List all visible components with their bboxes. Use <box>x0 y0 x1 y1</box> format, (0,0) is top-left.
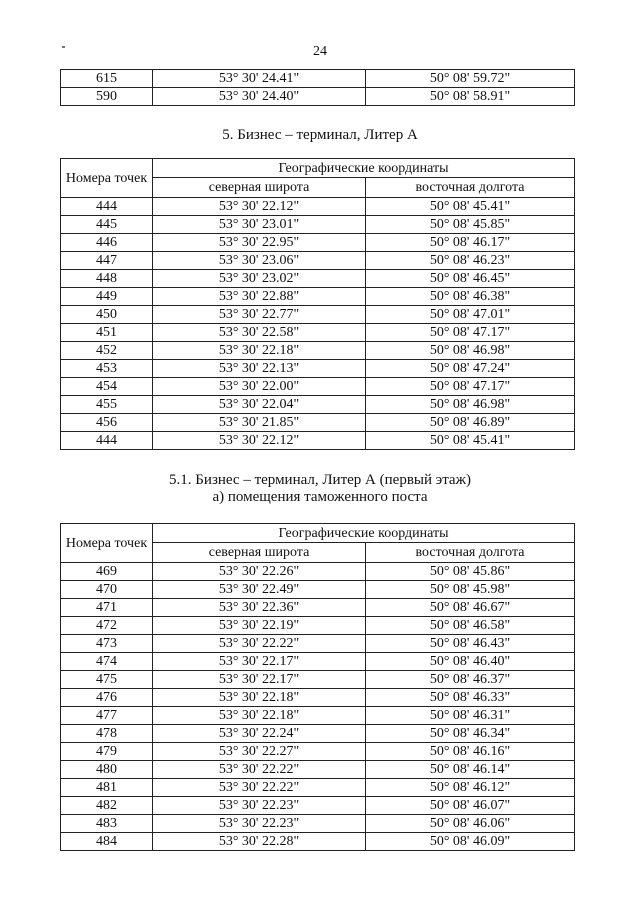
latitude-cell: 53° 30' 22.22" <box>153 779 366 797</box>
table-row <box>61 216 575 234</box>
table-row <box>61 432 575 450</box>
latitude-cell: 53° 30' 22.12" <box>153 432 366 450</box>
point-number-cell: 479 <box>61 743 153 761</box>
longitude-cell: 50° 08' 46.09" <box>366 833 575 851</box>
longitude-cell: 50° 08' 46.06" <box>366 815 575 833</box>
longitude-cell: 50° 08' 46.58" <box>366 617 575 635</box>
latitude-cell: 53° 30' 22.58" <box>153 324 366 342</box>
section-5-1-subtitle: а) помещения таможенного поста <box>212 489 428 505</box>
latitude-cell: 53° 30' 22.24" <box>153 725 366 743</box>
latitude-cell: 53° 30' 22.49" <box>153 581 366 599</box>
latitude-cell: 53° 30' 22.17" <box>153 671 366 689</box>
point-number-cell: 484 <box>61 833 153 851</box>
table-row <box>61 88 575 106</box>
section-5-table-body <box>61 198 575 450</box>
point-number-cell: 477 <box>61 707 153 725</box>
latitude-cell: 53° 30' 22.88" <box>153 288 366 306</box>
table-row <box>61 743 575 761</box>
table-row <box>61 617 575 635</box>
continuation-table <box>60 69 575 106</box>
point-number-cell: 446 <box>61 234 153 252</box>
latitude-cell: 53° 30' 22.04" <box>153 396 366 414</box>
table-row <box>61 396 575 414</box>
latitude-cell: 53° 30' 24.40" <box>153 88 366 106</box>
table-row <box>61 324 575 342</box>
table-row <box>61 378 575 396</box>
table-row <box>61 306 575 324</box>
latitude-cell: 53° 30' 22.19" <box>153 617 366 635</box>
latitude-cell: 53° 30' 22.13" <box>153 360 366 378</box>
point-number-cell: 469 <box>61 563 153 581</box>
latitude-cell: 53° 30' 23.06" <box>153 252 366 270</box>
table-row <box>61 689 575 707</box>
point-number-cell: 447 <box>61 252 153 270</box>
continuation-table-body <box>61 70 575 106</box>
longitude-cell: 50° 08' 46.31" <box>366 707 575 725</box>
longitude-cell: 50° 08' 59.72" <box>366 70 575 88</box>
page-number: 24 <box>313 44 327 59</box>
latitude-cell: 53° 30' 22.12" <box>153 198 366 216</box>
point-number-cell: 455 <box>61 396 153 414</box>
table-row <box>61 563 575 581</box>
point-number-cell: 449 <box>61 288 153 306</box>
table-row <box>61 761 575 779</box>
table-row <box>61 414 575 432</box>
longitude-cell: 50° 08' 46.38" <box>366 288 575 306</box>
longitude-cell: 50° 08' 45.98" <box>366 581 575 599</box>
point-number-cell: 478 <box>61 725 153 743</box>
longitude-cell: 50° 08' 46.33" <box>366 689 575 707</box>
longitude-cell: 50° 08' 46.23" <box>366 252 575 270</box>
latitude-cell: 53° 30' 22.22" <box>153 761 366 779</box>
longitude-cell: 50° 08' 46.45" <box>366 270 575 288</box>
point-number-cell: 456 <box>61 414 153 432</box>
longitude-cell: 50° 08' 46.89" <box>366 414 575 432</box>
table-row <box>61 671 575 689</box>
latitude-cell: 53° 30' 22.36" <box>153 599 366 617</box>
longitude-cell: 50° 08' 46.14" <box>366 761 575 779</box>
table-row <box>61 815 575 833</box>
latitude-cell: 53° 30' 22.18" <box>153 707 366 725</box>
latitude-cell: 53° 30' 22.77" <box>153 306 366 324</box>
point-number-cell: 590 <box>61 88 153 106</box>
point-number-cell: 444 <box>61 432 153 450</box>
point-number-cell: 471 <box>61 599 153 617</box>
longitude-cell: 50° 08' 46.98" <box>366 396 575 414</box>
longitude-cell: 50° 08' 46.07" <box>366 797 575 815</box>
point-number-cell: 473 <box>61 635 153 653</box>
point-number-cell: 470 <box>61 581 153 599</box>
points-header: Номера точек <box>61 159 153 198</box>
table-row <box>61 779 575 797</box>
longitude-cell: 50° 08' 46.16" <box>366 743 575 761</box>
table-row <box>61 252 575 270</box>
longitude-header: восточная долгота <box>366 178 575 198</box>
table-row <box>61 797 575 815</box>
longitude-cell: 50° 08' 46.98" <box>366 342 575 360</box>
latitude-cell: 53° 30' 23.02" <box>153 270 366 288</box>
latitude-cell: 53° 30' 22.22" <box>153 635 366 653</box>
latitude-cell: 53° 30' 22.00" <box>153 378 366 396</box>
point-number-cell: 483 <box>61 815 153 833</box>
longitude-header: восточная долгота <box>366 543 575 563</box>
section-5-1-table-body <box>61 563 575 851</box>
latitude-cell: 53° 30' 22.17" <box>153 653 366 671</box>
latitude-header: северная широта <box>153 178 366 198</box>
longitude-cell: 50° 08' 45.86" <box>366 563 575 581</box>
table-row <box>61 70 575 88</box>
latitude-cell: 53° 30' 22.18" <box>153 342 366 360</box>
longitude-cell: 50° 08' 47.17" <box>366 378 575 396</box>
latitude-cell: 53° 30' 22.26" <box>153 563 366 581</box>
longitude-cell: 50° 08' 45.85" <box>366 216 575 234</box>
point-number-cell: 452 <box>61 342 153 360</box>
point-number-cell: 615 <box>61 70 153 88</box>
longitude-cell: 50° 08' 47.01" <box>366 306 575 324</box>
point-number-cell: 472 <box>61 617 153 635</box>
point-number-cell: 482 <box>61 797 153 815</box>
longitude-cell: 50° 08' 45.41" <box>366 198 575 216</box>
section-5-table <box>60 158 575 450</box>
section-5-1-table <box>60 523 575 851</box>
point-number-cell: 444 <box>61 198 153 216</box>
latitude-header: северная широта <box>153 543 366 563</box>
latitude-cell: 53° 30' 21.85" <box>153 414 366 432</box>
coordinates-header: Географические координаты <box>153 524 575 543</box>
table-row <box>61 707 575 725</box>
section-5-1-title: 5.1. Бизнес – терминал, Литер А (первый этаж) <box>169 472 471 488</box>
longitude-cell: 50° 08' 58.91" <box>366 88 575 106</box>
longitude-cell: 50° 08' 46.67" <box>366 599 575 617</box>
longitude-cell: 50° 08' 47.24" <box>366 360 575 378</box>
table-row <box>61 234 575 252</box>
table-row <box>61 270 575 288</box>
longitude-cell: 50° 08' 46.40" <box>366 653 575 671</box>
latitude-cell: 53° 30' 24.41" <box>153 70 366 88</box>
latitude-cell: 53° 30' 23.01" <box>153 216 366 234</box>
point-number-cell: 454 <box>61 378 153 396</box>
latitude-cell: 53° 30' 22.23" <box>153 797 366 815</box>
longitude-cell: 50° 08' 46.43" <box>366 635 575 653</box>
latitude-cell: 53° 30' 22.95" <box>153 234 366 252</box>
point-number-cell: 445 <box>61 216 153 234</box>
longitude-cell: 50° 08' 45.41" <box>366 432 575 450</box>
longitude-cell: 50° 08' 46.37" <box>366 671 575 689</box>
longitude-cell: 50° 08' 46.34" <box>366 725 575 743</box>
table-row <box>61 288 575 306</box>
latitude-cell: 53° 30' 22.28" <box>153 833 366 851</box>
table-row <box>61 833 575 851</box>
point-number-cell: 475 <box>61 671 153 689</box>
table-row <box>61 198 575 216</box>
longitude-cell: 50° 08' 46.17" <box>366 234 575 252</box>
points-header: Номера точек <box>61 524 153 563</box>
point-number-cell: 450 <box>61 306 153 324</box>
point-number-cell: 480 <box>61 761 153 779</box>
table-row <box>61 360 575 378</box>
table-row <box>61 581 575 599</box>
latitude-cell: 53° 30' 22.27" <box>153 743 366 761</box>
point-number-cell: 481 <box>61 779 153 797</box>
latitude-cell: 53° 30' 22.23" <box>153 815 366 833</box>
table-row <box>61 342 575 360</box>
point-number-cell: 448 <box>61 270 153 288</box>
table-row <box>61 653 575 671</box>
point-number-cell: 451 <box>61 324 153 342</box>
longitude-cell: 50° 08' 46.12" <box>366 779 575 797</box>
longitude-cell: 50° 08' 47.17" <box>366 324 575 342</box>
table-row <box>61 599 575 617</box>
table-row <box>61 725 575 743</box>
coordinates-header: Географические координаты <box>153 159 575 178</box>
point-number-cell: 453 <box>61 360 153 378</box>
latitude-cell: 53° 30' 22.18" <box>153 689 366 707</box>
point-number-cell: 474 <box>61 653 153 671</box>
section-5-title: 5. Бизнес – терминал, Литер А <box>222 127 418 143</box>
point-number-cell: 476 <box>61 689 153 707</box>
table-row <box>61 635 575 653</box>
